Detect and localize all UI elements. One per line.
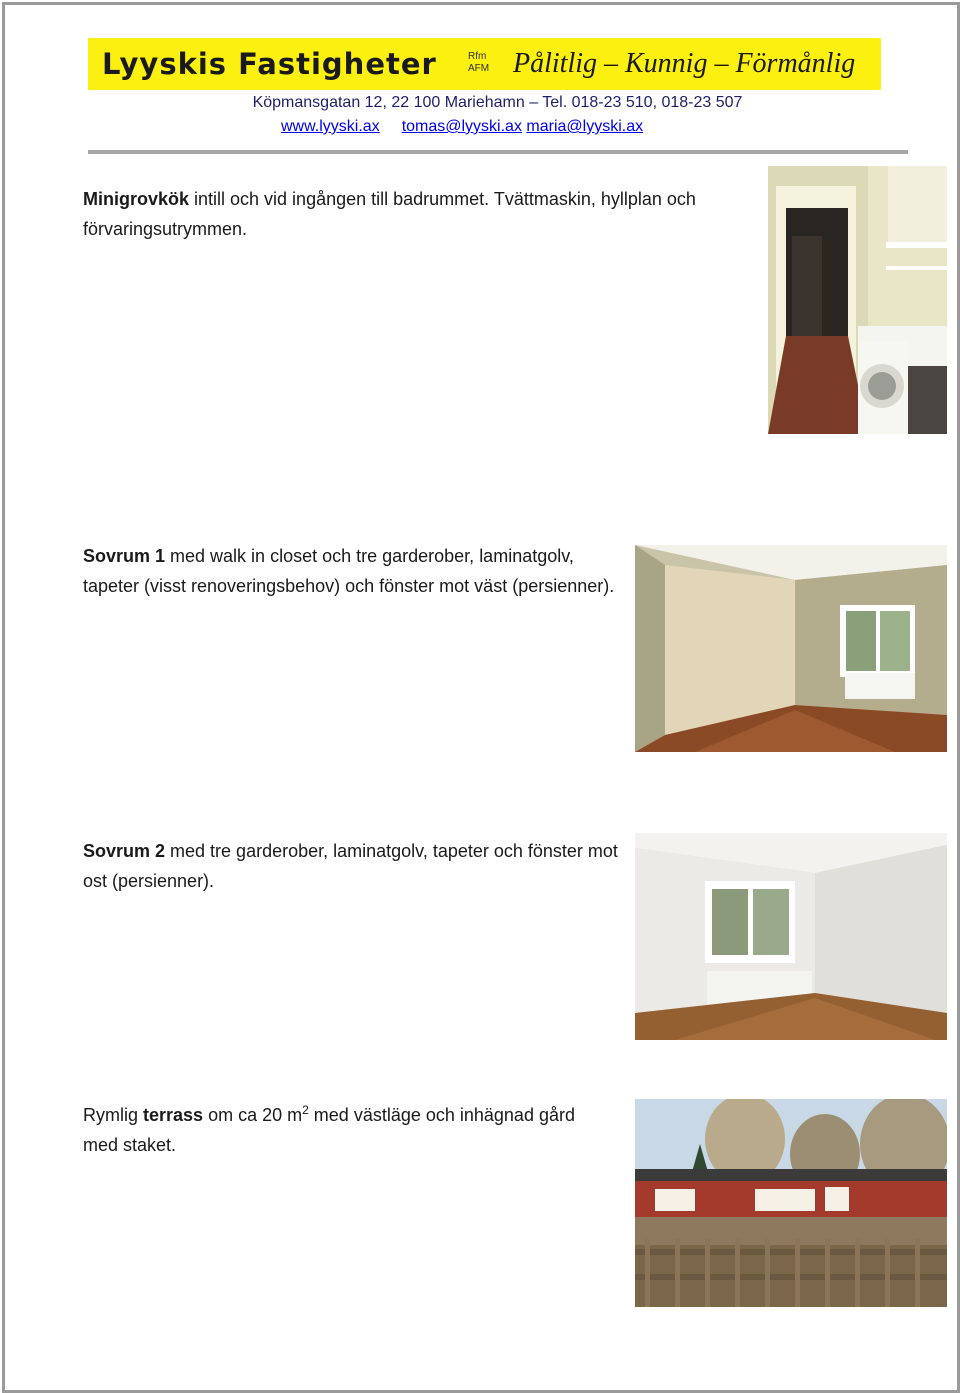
section-terrace-text: Rymlig terrass om ca 20 $m^2$ med västläge och inhägnad gård med staket. (83, 1103, 575, 1155)
contact-links (281, 118, 643, 136)
company-address: Köpmansgatan 12, 22 100 Mariehamn – Tel. 018-23 510, 018-23 507 (252, 94, 743, 111)
terrace-photo (635, 1099, 947, 1307)
rfm-badge: Rfm AFM (468, 51, 490, 74)
section-bedroom-2-text: Sovrum 2 med tre garderober, laminatgolv, tapeter och fönster mot ost (persienner). (83, 841, 618, 891)
website-link[interactable]: www.lyyski.ax (281, 118, 380, 135)
company-tagline: Pålitlig – Kunnig – Förmånlig (513, 48, 856, 79)
company-banner (88, 38, 881, 90)
section-laundry-text: Minigrovkök intill och vid ingången till badrummet. Tvättmaskin, hyllplan och förvaringsutrymmen. (83, 189, 696, 239)
email-tomas-link[interactable]: tomas@lyyski.ax (401, 118, 522, 135)
header-divider (88, 150, 908, 154)
email-maria-link[interactable]: maria@lyyski.ax (526, 118, 644, 135)
bedroom-2-photo (635, 833, 947, 1040)
company-logo: Lyyskis Fastigheter (102, 47, 437, 81)
section-bedroom-1-text: Sovrum 1 med walk in closet och tre garderober, laminatgolv, tapeter (visst renoveringsbehov) och fönster mot väst (persienner). (83, 546, 615, 596)
bedroom-1-photo (635, 545, 947, 752)
laundry-nook-photo (768, 166, 947, 434)
